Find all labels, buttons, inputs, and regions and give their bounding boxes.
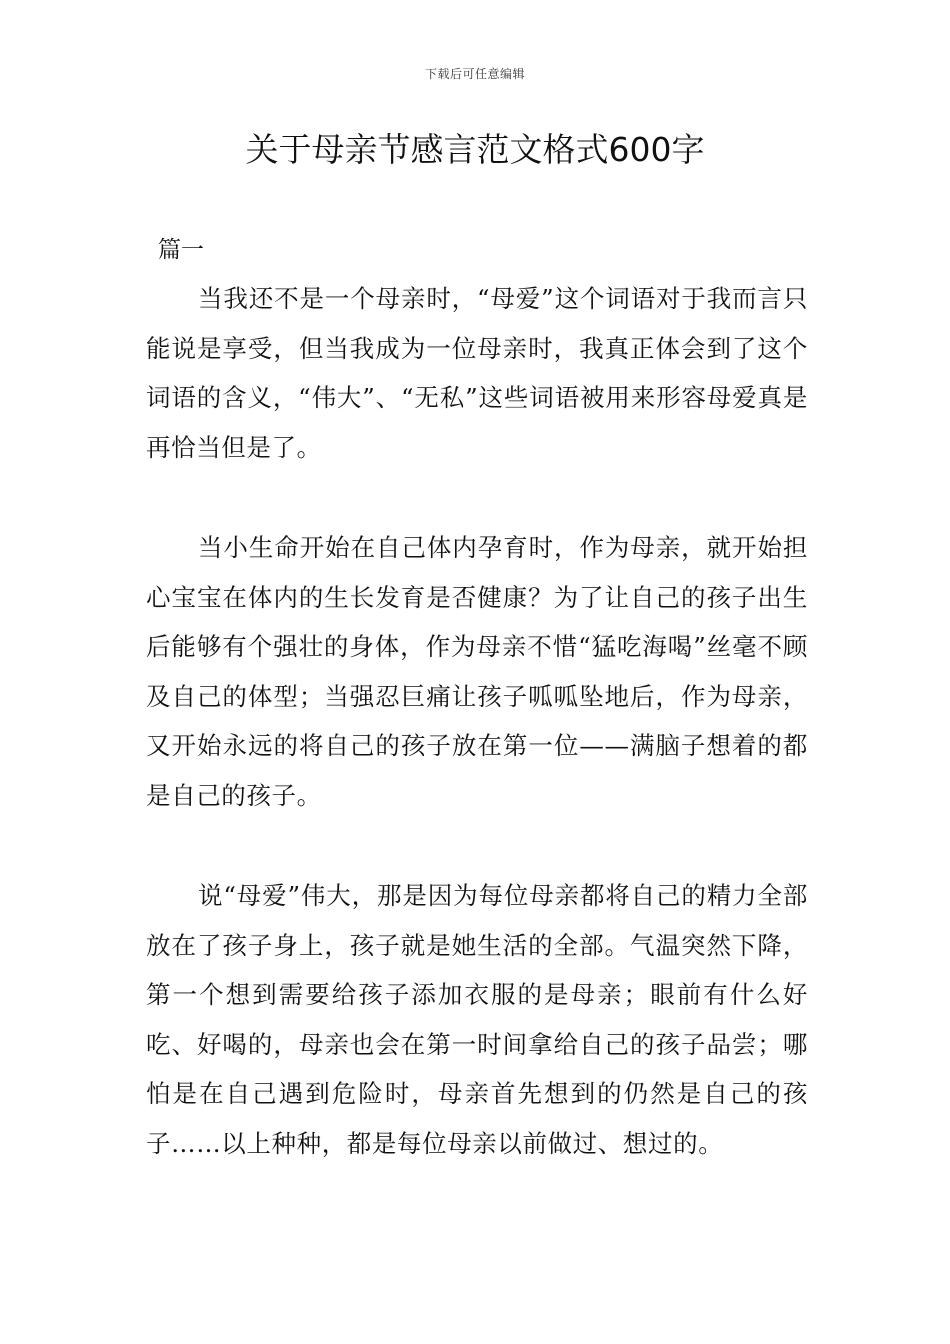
paragraph-3: 说“母爱”伟大，那是因为每位母亲都将自己的精力全部放在了孩子身上，孩子就是她生活的全部。气温突然下降，第一个想到需要给孩子添加衣服的是母亲；眼前有什么好吃、好喝的，母亲也会在第一时间拿给自己的孩子品尝；哪怕是在自己遇到危险时，母亲首先想到的仍然是自己的孩子……以上种种，都是每位母亲以前做过、想过的。	[146, 881, 808, 1158]
paragraph-1: 当我还不是一个母亲时，“母爱”这个词语对于我而言只能说是享受，但当我成为一位母亲时，我真正体会到了这个词语的含义，“伟大”、“无私”这些词语被用来形容母爱真是再恰当但是了。	[146, 284, 808, 462]
paragraph-2: 当小生命开始在自己体内孕育时，作为母亲，就开始担心宝宝在体内的生长发育是否健康？为了让自己的孩子出生后能够有个强壮的身体，作为母亲不惜“猛吃海喝”丝毫不顾及自己的体型；当强忍巨痛让孩子呱呱坠地后，作为母亲，又开始永远的将自己的孩子放在第一位——满脑子想着的都是自己的孩子。	[146, 533, 808, 810]
document-title: 关于母亲节感言范文格式600字	[245, 130, 705, 169]
header-note: 下载后可任意编辑	[424, 67, 525, 81]
section-label: 篇一	[158, 237, 204, 263]
